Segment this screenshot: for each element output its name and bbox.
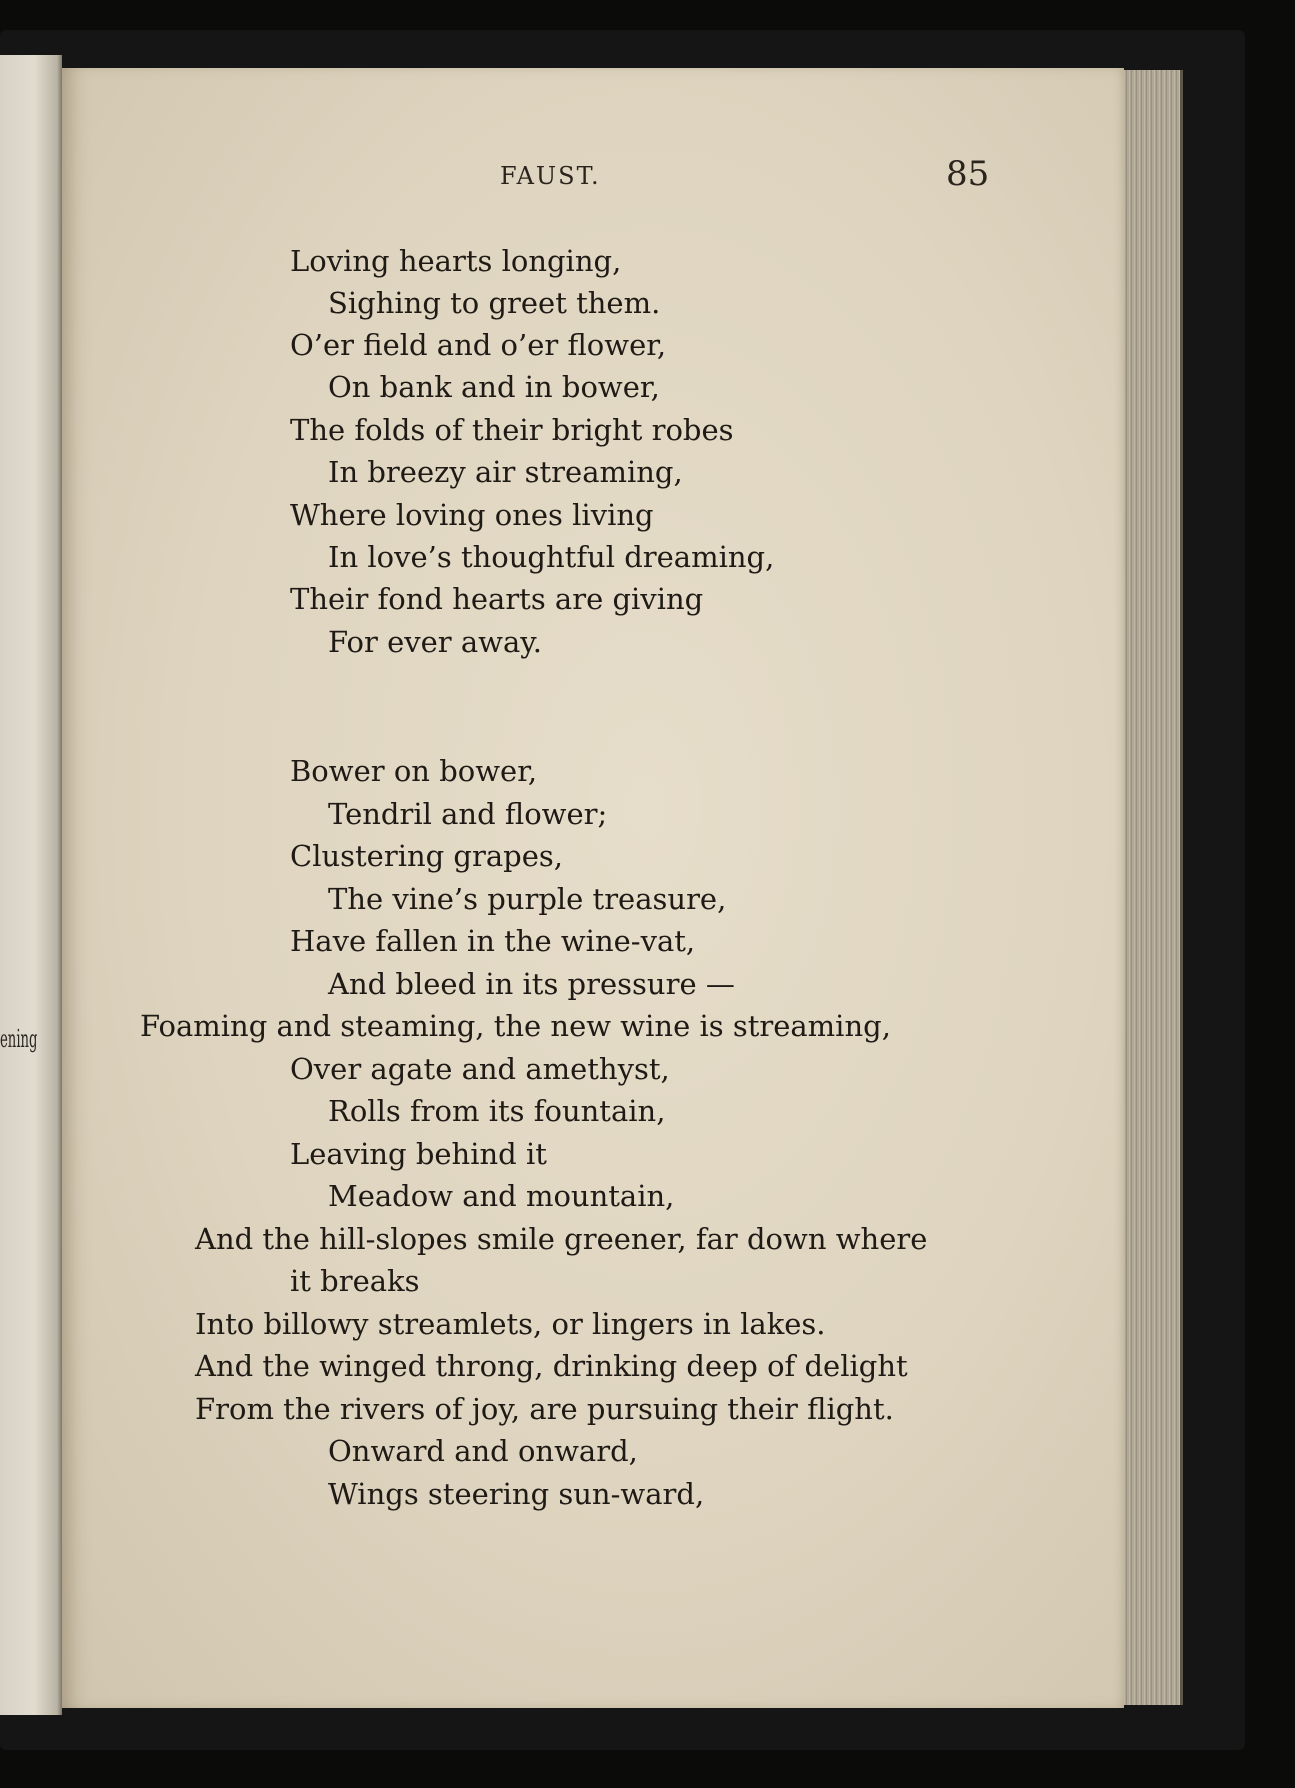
- page-edges: [1118, 70, 1183, 1705]
- poem-line: And the hill-slopes smile greener, far down where: [195, 1222, 928, 1256]
- poem-line: O’er field and o’er flower,: [290, 328, 667, 362]
- poem-line: The vine’s purple treasure,: [328, 882, 727, 916]
- previous-page-edge: [0, 55, 62, 1715]
- poem-line: it breaks: [290, 1264, 420, 1298]
- poem-line: Wings steering sun-ward,: [328, 1477, 705, 1511]
- poem-line: From the rivers of joy, are pursuing their flight.: [195, 1392, 894, 1426]
- poem-line: For ever away.: [328, 625, 543, 659]
- previous-page-text-fragment: ening: [0, 1025, 38, 1053]
- poem-line: Leaving behind it: [290, 1137, 547, 1171]
- poem-line: And bleed in its pressure —: [328, 967, 735, 1001]
- poem-line: In love’s thoughtful dreaming,: [328, 540, 775, 574]
- poem-line: On bank and in bower,: [328, 370, 660, 404]
- poem-line: Meadow and mountain,: [328, 1179, 675, 1213]
- poem-line: Onward and onward,: [328, 1434, 638, 1468]
- poem-line: Tendril and flower;: [328, 797, 608, 831]
- poem-line: Where loving ones living: [290, 498, 654, 532]
- poem-line: And the winged throng, drinking deep of delight: [195, 1349, 908, 1383]
- poem-line: Have fallen in the wine-vat,: [290, 924, 696, 958]
- running-head: FAUST.: [500, 162, 601, 190]
- poem-line: Over agate and amethyst,: [290, 1052, 670, 1086]
- poem-line: The folds of their bright robes: [290, 413, 734, 447]
- poem-line: Clustering grapes,: [290, 839, 563, 873]
- page-number: 85: [946, 154, 990, 194]
- poem-line: Foaming and steaming, the new wine is streaming,: [140, 1009, 891, 1043]
- poem-line: Rolls from its fountain,: [328, 1094, 666, 1128]
- poem-line: In breezy air streaming,: [328, 455, 683, 489]
- poem-line: Bower on bower,: [290, 754, 538, 788]
- poem-line: Into billowy streamlets, or lingers in lakes.: [195, 1307, 826, 1341]
- poem-line: Sighing to greet them.: [328, 286, 661, 320]
- poem-line: Their fond hearts are giving: [290, 582, 704, 616]
- poem-line: Loving hearts longing,: [290, 244, 622, 278]
